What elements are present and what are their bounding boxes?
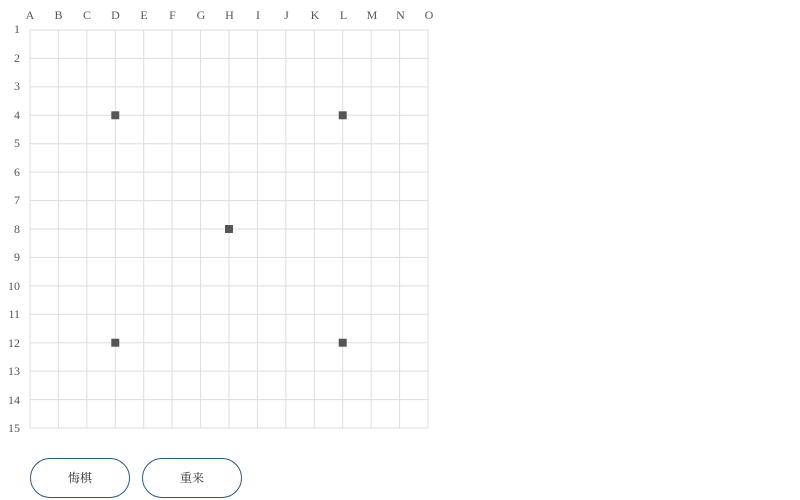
star-point-H8: [225, 225, 233, 233]
row-label-10: 10: [8, 278, 20, 293]
row-label-1: 1: [14, 22, 20, 36]
row-label-3: 3: [14, 79, 20, 93]
row-label-2: 2: [14, 50, 20, 65]
row-label-7: 7: [14, 193, 20, 207]
star-point-L12: [339, 339, 347, 347]
row-label-11: 11: [8, 307, 20, 321]
star-point-D12: [111, 339, 119, 347]
row-label-12: 12: [8, 335, 20, 350]
row-label-6: 6: [14, 164, 20, 179]
column-label-H: H: [225, 8, 234, 22]
column-label-J: J: [284, 8, 289, 22]
row-label-13: 13: [8, 364, 20, 378]
column-label-C: C: [82, 8, 91, 22]
game-board[interactable]: [29, 29, 429, 429]
star-point-L4: [339, 111, 347, 119]
row-label-8: 8: [14, 221, 20, 236]
column-label-B: B: [54, 8, 63, 22]
column-label-N: N: [396, 8, 405, 22]
row-label-9: 9: [14, 250, 20, 264]
column-label-K: K: [310, 8, 320, 22]
column-label-D: D: [111, 8, 120, 22]
column-label-M: M: [366, 8, 378, 22]
row-label-15: 15: [8, 421, 20, 435]
column-label-L: L: [339, 8, 348, 22]
row-label-14: 14: [8, 392, 20, 407]
row-label-4: 4: [14, 107, 20, 122]
column-label-E: E: [140, 8, 148, 22]
undo-button[interactable]: 悔棋: [30, 458, 130, 498]
column-label-G: G: [196, 8, 206, 22]
restart-button[interactable]: 重来: [142, 458, 242, 498]
column-label-A: A: [25, 8, 35, 22]
row-label-5: 5: [14, 136, 20, 150]
column-label-I: I: [256, 8, 260, 22]
star-point-D4: [111, 111, 119, 119]
column-label-O: O: [424, 8, 434, 22]
column-label-F: F: [169, 8, 176, 22]
